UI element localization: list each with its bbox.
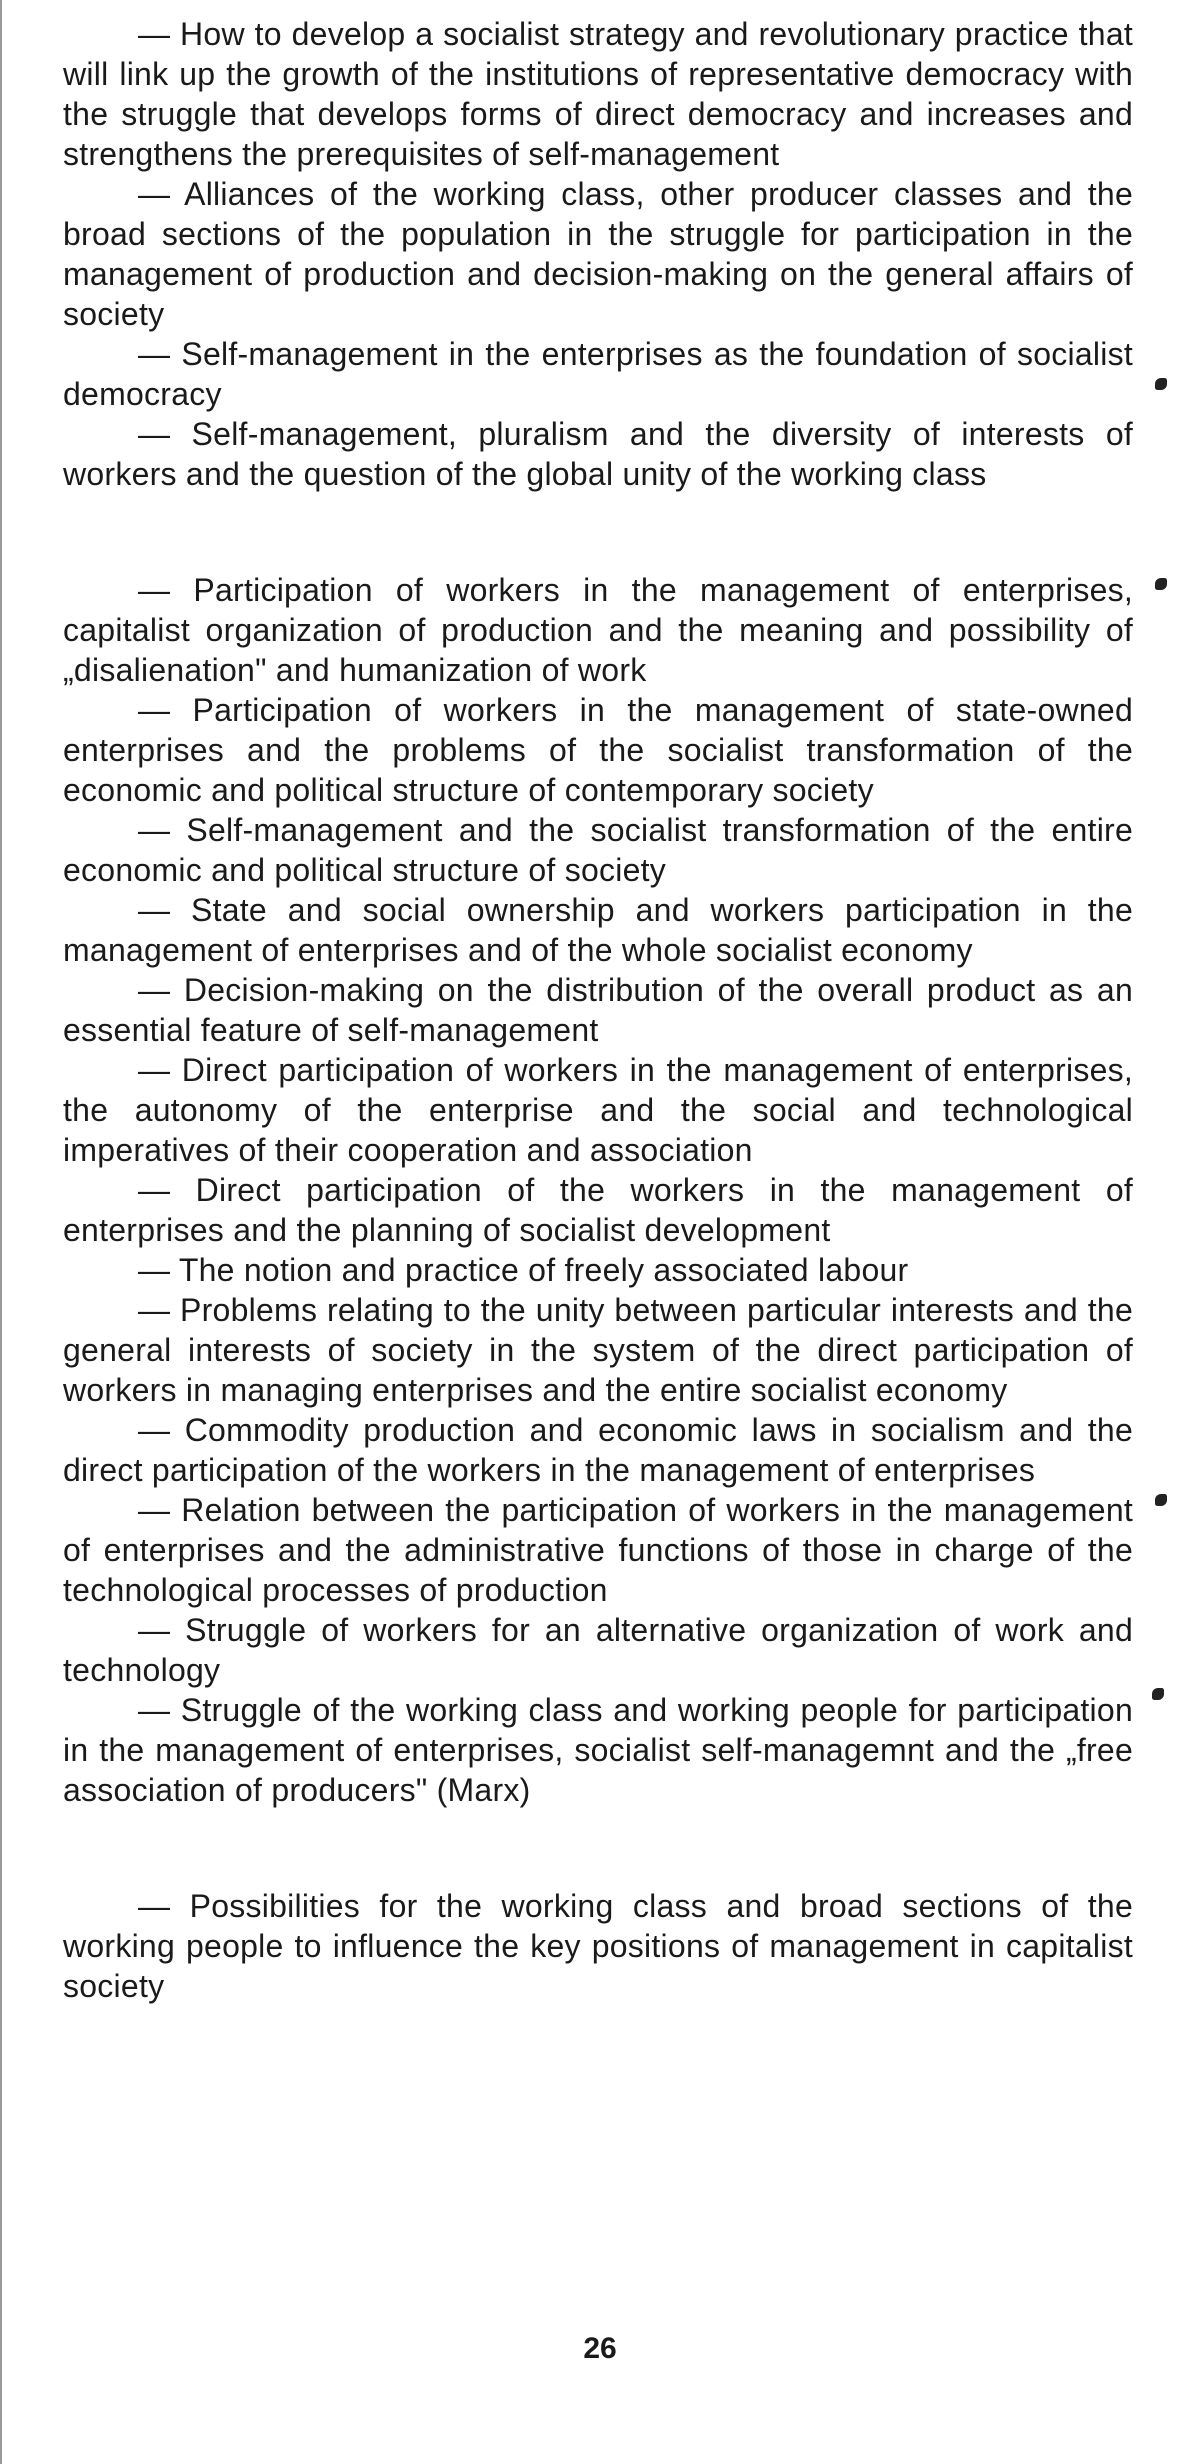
list-item: — Commodity production and economic laws in socialism and the direct participation of the workers in the management of enterprises <box>63 1412 1133 1488</box>
list-item: — Self-management and the socialist transformation of the entire economic and political structure of society <box>63 812 1133 888</box>
list-item: — Direct participation of workers in the management of enterprises, the autonomy of the enterprise and the social and technological imperatives of their cooperation and association <box>63 1052 1133 1168</box>
topic-list-group-3 <box>63 1886 1133 2006</box>
list-item: — Participation of workers in the management of enterprises, capitalist organization of production and the meaning and possibility of „disalienation" and humanization of work <box>63 572 1133 688</box>
list-item: — Alliances of the working class, other producer classes and the broad sections of the population in the struggle for participation in the management of production and decision-making on the general affairs of society <box>63 176 1133 332</box>
page-number: 26 <box>583 2332 617 2365</box>
document-page <box>63 14 1133 2006</box>
list-item: — How to develop a socialist strategy and revolutionary practice that will link up the growth of the institutions of representative democracy with the struggle that develops forms of direct democracy and increases and strengthens the prerequisites of self-management <box>63 16 1133 172</box>
list-item: — The notion and practice of freely associated labour <box>138 1252 909 1288</box>
list-item: — Problems relating to the unity between particular interests and the general interests of society in the system of the direct participation of workers in managing enterprises and the entire socialist economy <box>63 1292 1133 1408</box>
list-item: — Self-management, pluralism and the diversity of interests of workers and the question of the global unity of the working class <box>63 416 1133 492</box>
margin-mark <box>1155 1494 1167 1506</box>
list-item: — Direct participation of the workers in the management of enterprises and the planning of socialist development <box>63 1172 1133 1248</box>
section-gap <box>63 1810 1133 1886</box>
topic-list-group-2 <box>63 570 1133 1810</box>
list-item: — Struggle of workers for an alternative organization of work and technology <box>63 1612 1133 1688</box>
list-item: — Struggle of the working class and working people for participation in the management of enterprises, socialist self-managemnt and the „free association of producers" (Marx) <box>63 1692 1133 1808</box>
list-item: — Possibilities for the working class and broad sections of the working people to influence the key positions of management in capitalist society <box>63 1888 1133 2004</box>
list-item: — Decision-making on the distribution of the overall product as an essential feature of self-management <box>63 972 1133 1048</box>
topic-list-group-1 <box>63 14 1133 494</box>
page-left-edge-rule <box>0 0 2 2464</box>
list-item: — Participation of workers in the management of state-owned enterprises and the problems of the socialist transformation of the economic and political structure of contemporary society <box>63 692 1133 808</box>
list-item: — Self-management in the enterprises as the foundation of socialist democracy <box>63 336 1133 412</box>
margin-mark <box>1152 1688 1164 1700</box>
margin-mark <box>1155 578 1167 590</box>
list-item: — Relation between the participation of workers in the management of enterprises and the administrative functions of those in charge of the technological processes of production <box>63 1492 1133 1608</box>
margin-mark <box>1155 378 1167 390</box>
section-gap <box>63 494 1133 570</box>
list-item: — State and social ownership and workers participation in the management of enterprises and of the whole socialist economy <box>63 892 1133 968</box>
